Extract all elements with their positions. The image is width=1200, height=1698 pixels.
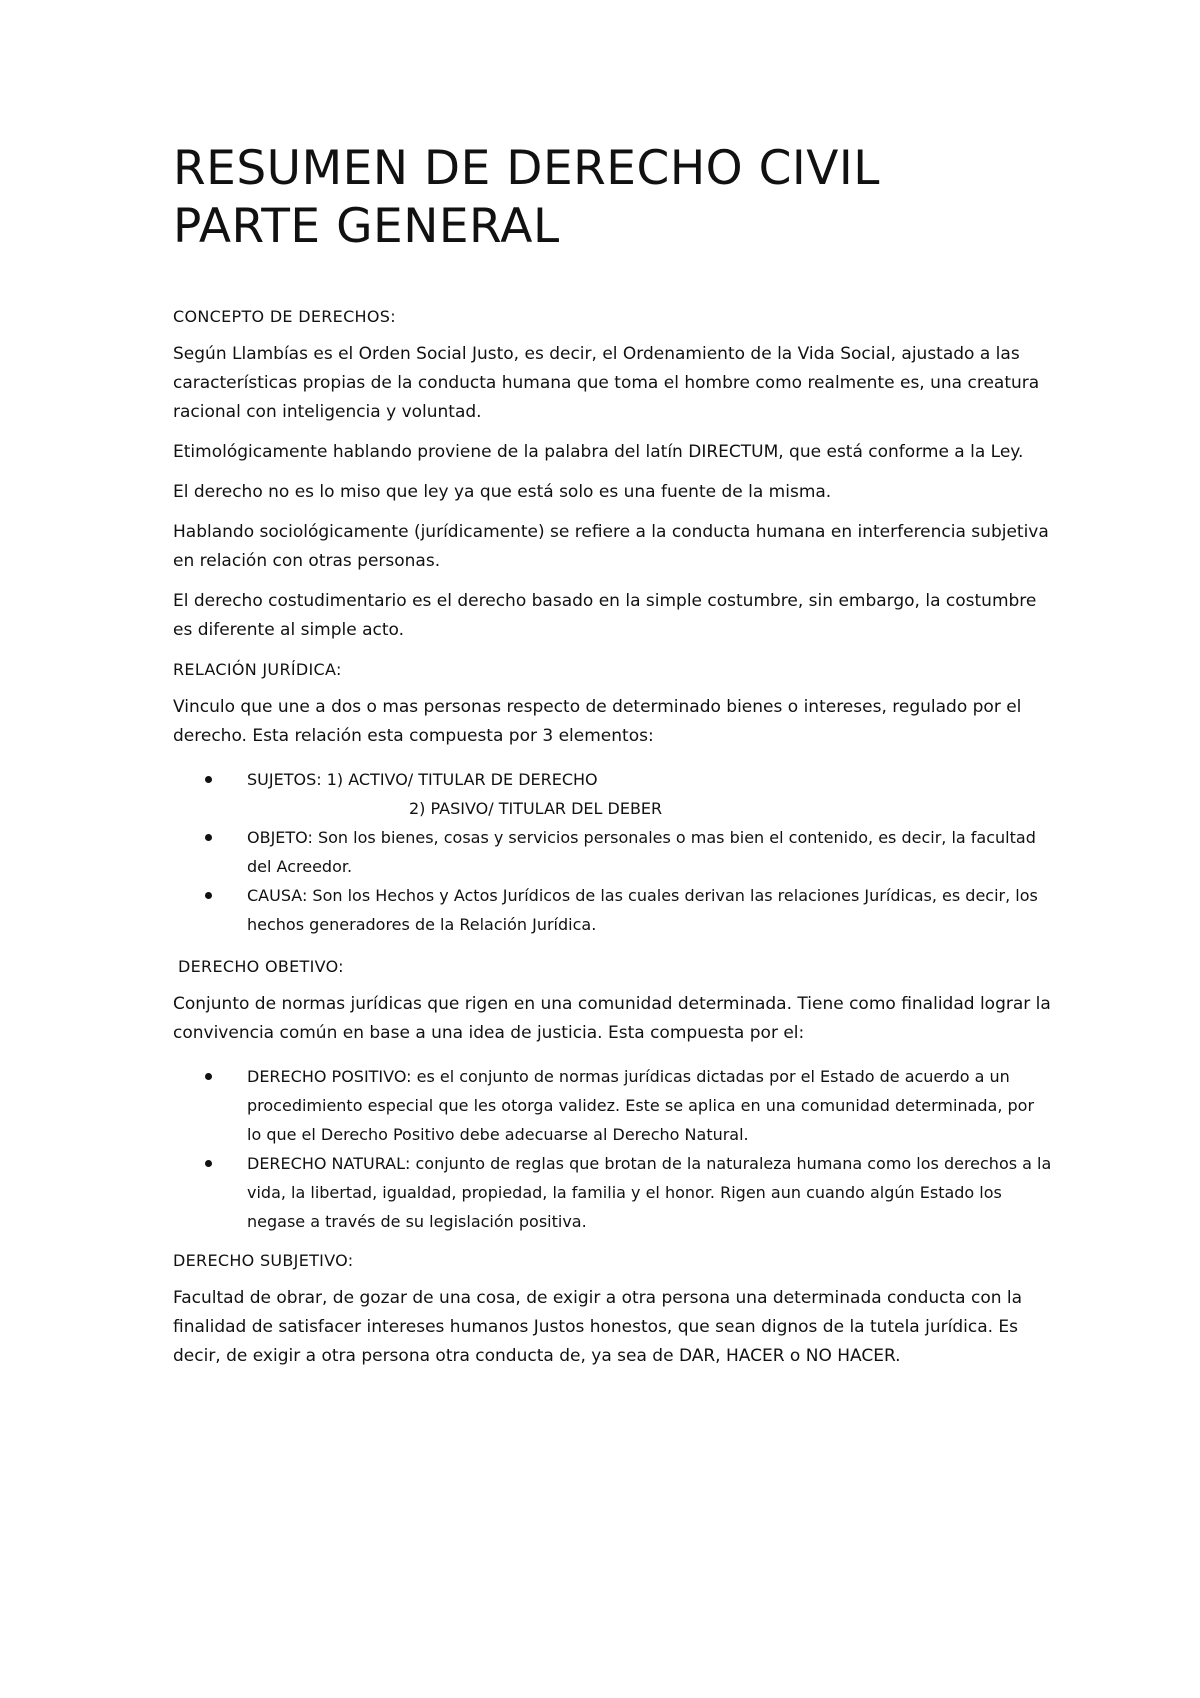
heading-subjetivo: DERECHO SUBJETIVO: [173, 1251, 354, 1270]
paragraph-concepto-4: Hablando sociológicamente (jurídicamente) se refiere a la conducta humana en interferencia subjetiva en relación con otras personas. [173, 522, 1049, 571]
list-item-sujetos-line2: 2) PASIVO/ TITULAR DEL DEBER [409, 799, 663, 818]
bullet-icon [205, 776, 212, 783]
heading-objetivo: DERECHO OBETIVO: [178, 957, 344, 976]
list-item-causa-text: CAUSA: Son los Hechos y Actos Jurídicos de las cuales derivan las relaciones Jurídicas, es decir, los hechos generadores de la Relación Jurídica. [247, 886, 1038, 934]
paragraph-concepto-1: Según Llambías es el Orden Social Justo, es decir, el Ordenamiento de la Vida Social, ajustado a las características propias de la conducta humana que toma el hombre como realmente es, una creatura racional con inteligencia y voluntad. [173, 344, 1040, 422]
list-item-objeto [173, 823, 1053, 881]
title-line-2: PARTE GENERAL [173, 199, 560, 254]
paragraph-concepto-5: El derecho costudimentario es el derecho basado en la simple costumbre, sin embargo, la costumbre es diferente al simple acto. [173, 591, 1037, 640]
paragraph-objetivo: Conjunto de normas jurídicas que rigen en una comunidad determinada. Tiene como finalidad lograr la convivencia común en base a una idea de justicia. Esta compuesta por el: [173, 994, 1051, 1043]
heading-concepto: CONCEPTO DE DERECHOS: [173, 307, 396, 326]
list-item-causa [173, 881, 1053, 939]
bullet-icon [205, 1073, 212, 1080]
list-item-natural-text: DERECHO NATURAL: conjunto de reglas que brotan de la naturaleza humana como los derechos a la vida, la libertad, igualdad, propiedad, la familia y el honor. Rigen aun cuando algún Estado los negase a través de su legislación positiva. [247, 1154, 1052, 1231]
list-item-sujetos [173, 765, 1053, 823]
list-relacion [173, 765, 1053, 939]
bullet-icon [205, 1160, 212, 1167]
list-objetivo [173, 1062, 1053, 1236]
bullet-icon [205, 892, 212, 899]
list-item-sujetos-line1: SUJETOS: 1) ACTIVO/ TITULAR DE DERECHO [247, 770, 598, 789]
paragraph-concepto-3: El derecho no es lo miso que ley ya que está solo es una fuente de la misma. [173, 482, 832, 502]
paragraph-relacion: Vinculo que une a dos o mas personas respecto de determinado bienes o intereses, regulado por el derecho. Esta relación esta compuesta por 3 elementos: [173, 697, 1022, 746]
paragraph-concepto-2: Etimológicamente hablando proviene de la palabra del latín DIRECTUM, que está conforme a la Ley. [173, 442, 1024, 462]
list-item-objeto-text: OBJETO: Son los bienes, cosas y servicios personales o mas bien el contenido, es decir, la facultad del Acreedor. [247, 828, 1036, 876]
document-content [173, 140, 1053, 1371]
list-item-positivo-text: DERECHO POSITIVO: es el conjunto de normas jurídicas dictadas por el Estado de acuerdo a un procedimiento especial que les otorga validez. Este se aplica en una comunidad determinada, por lo que el Derecho Positivo debe adecuarse al Derecho Natural. [247, 1067, 1035, 1144]
heading-relacion: RELACIÓN JURÍDICA: [173, 660, 342, 679]
list-item-positivo [173, 1062, 1053, 1149]
title-line-1: RESUMEN DE DERECHO CIVIL [173, 141, 880, 196]
paragraph-subjetivo: Facultad de obrar, de gozar de una cosa, de exigir a otra persona una determinada conducta con la finalidad de satisfacer intereses humanos Justos honestos, que sean dignos de la tutela jurídica. Es decir, de exigir a otra persona otra conducta de, ya sea de DAR, HACER o NO HACER. [173, 1288, 1023, 1366]
list-item-natural [173, 1149, 1053, 1236]
bullet-icon [205, 834, 212, 841]
document-title [173, 140, 1053, 256]
